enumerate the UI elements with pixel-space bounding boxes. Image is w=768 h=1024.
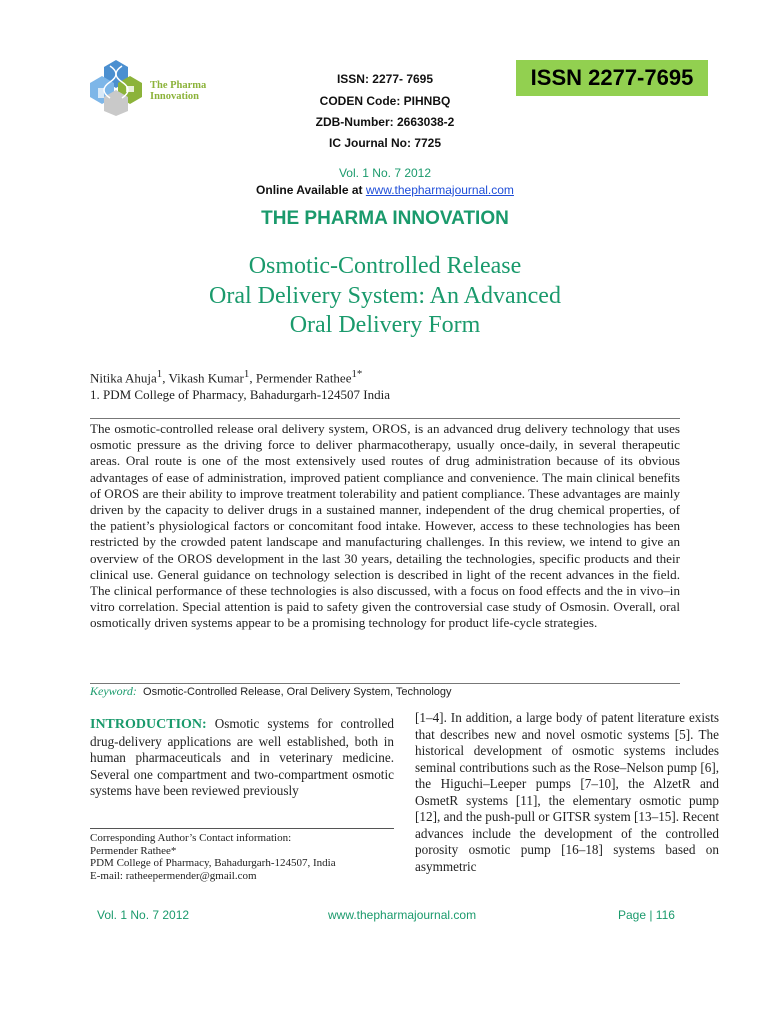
journal-name: THE PHARMA INNOVATION (261, 208, 509, 229)
correspondence-box (90, 828, 394, 882)
footer-page-number: Page | 116 (618, 908, 675, 922)
intro-column-right: [1–4]. In addition, a large body of patent literature exists that describes new and novel osmotic systems [5]. The historical development of osmotic systems includes seminal contributions such as the Rose–Nelson pump [6], the Higuchi–Leeper pumps [7–10], the AlzetR and OsmetR systems [11], the elementary osmotic pump [12], and the push-pull or GITSR system [13–15]. Recent advances include the development of the controlled porosity osmotic pump [16–18] systems based on asymmetric (415, 710, 720, 874)
zdb-line: ZDB-Number: 2663038-2 (315, 115, 455, 129)
keywords-line (90, 684, 452, 699)
issn-line: ISSN: 2277- 7695 (336, 72, 434, 86)
footer-volume: Vol. 1 No. 7 2012 (97, 908, 190, 922)
keywords-label: Keyword: (90, 684, 137, 698)
online-line: Online Available at www.thepharmajournal.com (256, 183, 514, 197)
author-name: Vikash Kumar (168, 370, 244, 386)
corr-address: PDM College of Pharmacy, Bahadurgarh-124507, India (90, 857, 336, 869)
article-title (120, 252, 650, 341)
footer-url[interactable]: www.thepharmajournal.com (328, 908, 477, 922)
author-name: Nitika Ahuja (90, 370, 157, 386)
title-line: Oral Delivery System: An Advanced (209, 282, 561, 309)
keywords: Osmotic-Controlled Release, Oral Delivery System, Technology (143, 686, 452, 698)
issn-badge: ISSN 2277-7695 (516, 60, 708, 96)
author-list: Nitika Ahuja$^1$, Vikash Kumar$^1$, Permender Rathee$^{1*}$ (90, 368, 363, 386)
corr-heading: Corresponding Author’s Contact information: (90, 832, 292, 844)
logo-text: The Pharma Innovation (150, 80, 207, 102)
abstract: The osmotic-controlled release oral delivery system, OROS, is an advanced drug delivery technology that uses osmotic pressure as the driving force to deliver pharmacotherapy, usually once-daily, in several therapeutic areas. Oral route is one of the most extensively used routes of drug administration because of its obvious advantages of ease of administration, improved patient compliance and convenience. The main clinical benefits of OROS are their ability to improve treatment tolerability and patient compliance. These advantages are mainly driven by the capacity to deliver drugs in a sustained manner, independent of the drug chemical properties, of the patient’s physiological factors or concomitant food intake. However, access to these technologies has been restricted by the crowded patent landscape and manufacturing challenges. In this review, we intend to give an overview of the OROS development in the last 30 years, detailing the technologies, specific products and their clinical use. General guidance on technology selection is described in light of the recent advances in the field. The clinical performance of these technologies is also discussed, with a focus on food effects and the in vivo–in vitro correlation. Special attention is paid to safety given the controversial case study of Osmosin. Overall, oral osmotically driven systems appear to be a promising technology for product life-cycle strategies. (90, 418, 680, 684)
intro-column-left (90, 716, 394, 800)
affiliation: 1. PDM College of Pharmacy, Bahadurgarh-124507 India (90, 387, 391, 402)
intro-heading: INTRODUCTION: (90, 717, 207, 732)
corr-name: Permender Rathee* (90, 844, 177, 857)
intro-text: Osmotic systems for controlled drug-delivery applications are well established, both in human pharmaceuticals and in veterinary medicine. Several one compartment and two-compartment osmotic systems have been reviewed previously (90, 716, 394, 799)
title-line: Oral Delivery Form (289, 312, 481, 338)
coden-line: CODEN Code: PIHNBQ (319, 94, 451, 108)
author-name: Permender Rathee (255, 370, 352, 386)
title-line: Osmotic-Controlled Release (248, 253, 522, 279)
ic-line: IC Journal No: 7725 (328, 136, 442, 150)
corr-email: E-mail: ratheepermender@gmail.com (90, 869, 257, 882)
journal-link[interactable]: www.thepharmajournal.com (365, 183, 514, 197)
volume-line: Vol. 1 No. 7 2012 (338, 166, 432, 180)
